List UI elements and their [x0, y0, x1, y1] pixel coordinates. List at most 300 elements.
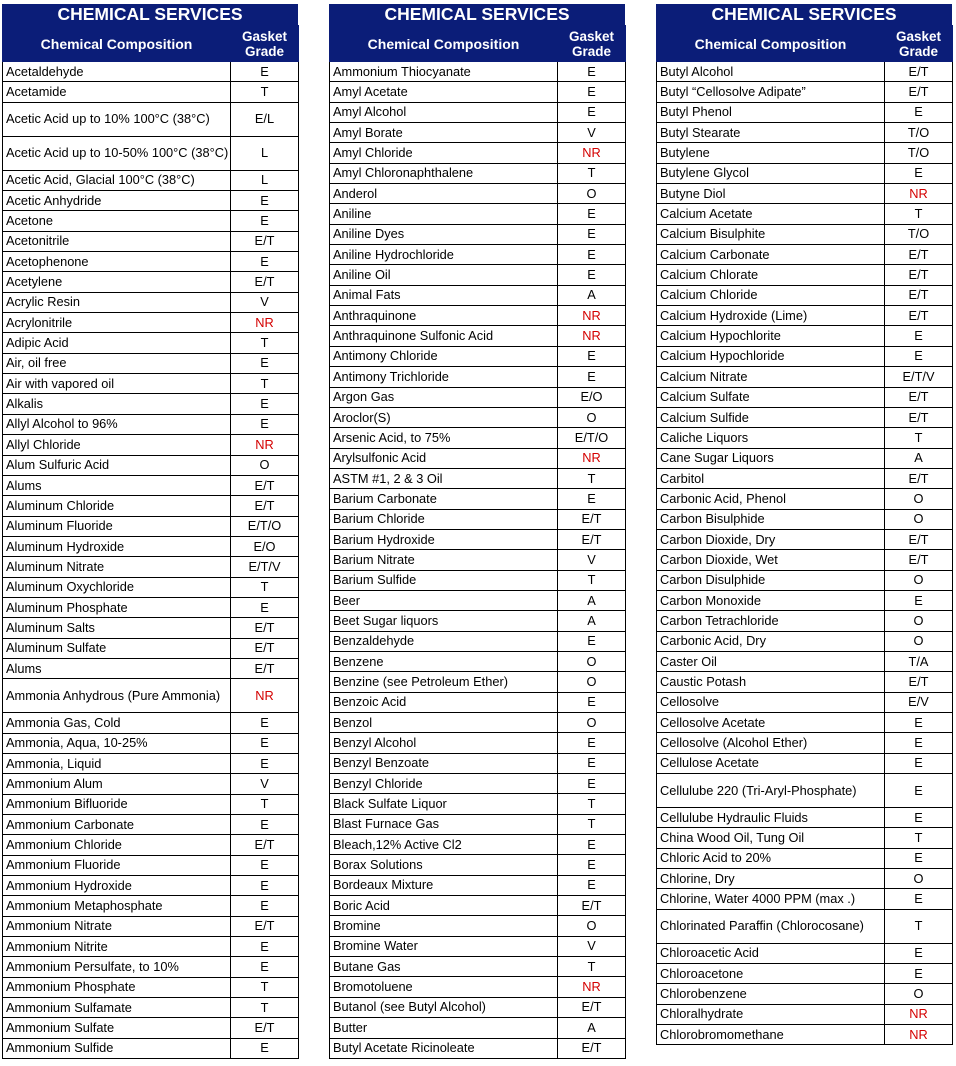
table-row: [3, 191, 299, 211]
chemical-name: Acetic Anhydride: [3, 191, 231, 211]
table-row: [330, 957, 626, 977]
table-row: [330, 1038, 626, 1058]
chemical-name: Cellosolve: [657, 692, 885, 712]
chemical-name: Antimony Trichloride: [330, 367, 558, 387]
gasket-grade: L: [231, 136, 299, 170]
gasket-grade: E/T: [885, 62, 953, 82]
gasket-grade: E: [558, 265, 626, 285]
chemical-name: Barium Hydroxide: [330, 529, 558, 549]
table-row: [3, 835, 299, 855]
chemical-name: Aroclor(S): [330, 407, 558, 427]
chemical-name: Butyl Stearate: [657, 123, 885, 143]
chemical-name: Benzene: [330, 651, 558, 671]
chemical-name: Beet Sugar liquors: [330, 611, 558, 631]
chemical-name: Cellulose Acetate: [657, 753, 885, 773]
chemical-name: Benzol: [330, 713, 558, 733]
table-row: [3, 713, 299, 733]
gasket-grade: V: [231, 292, 299, 312]
chemical-name: Cellosolve (Alcohol Ether): [657, 733, 885, 753]
chemical-name: Animal Fats: [330, 285, 558, 305]
chemical-name: Benzyl Chloride: [330, 774, 558, 794]
section-title: CHEMICAL SERVICES: [656, 4, 952, 25]
gasket-grade: V: [231, 774, 299, 794]
gasket-grade-header-line1: Gasket: [568, 28, 615, 44]
composition-header: Chemical Composition: [657, 26, 885, 62]
chemical-table: [656, 25, 953, 1045]
chemical-name: Ammonium Bifluoride: [3, 794, 231, 814]
chemical-name: Aluminum Hydroxide: [3, 536, 231, 556]
chemical-name: Chlorine, Dry: [657, 869, 885, 889]
table-row: [3, 876, 299, 896]
table-row: [657, 163, 953, 183]
chemical-name: Ammonia, Liquid: [3, 753, 231, 773]
gasket-grade: E/T: [558, 509, 626, 529]
chemical-name: Aluminum Oxychloride: [3, 577, 231, 597]
chemical-name: Calcium Hydroxide (Lime): [657, 306, 885, 326]
table-row: [3, 896, 299, 916]
table-row: [3, 638, 299, 658]
table-row: [330, 245, 626, 265]
table-row: [330, 774, 626, 794]
table-row: [330, 1018, 626, 1038]
gasket-grade-header-line2: Grade: [571, 43, 612, 59]
gasket-grade: O: [558, 651, 626, 671]
table-row: [657, 102, 953, 122]
chemical-name: Amyl Chloronaphthalene: [330, 163, 558, 183]
gasket-grade: T: [558, 957, 626, 977]
table-row: [3, 815, 299, 835]
gasket-grade: O: [885, 984, 953, 1004]
chemical-name: Acrylonitrile: [3, 313, 231, 333]
gasket-grade: E/T: [885, 387, 953, 407]
table-row: [657, 869, 953, 889]
chemical-name: Anderol: [330, 184, 558, 204]
chemical-name: Amyl Acetate: [330, 82, 558, 102]
table-row: [657, 326, 953, 346]
table-row: [3, 916, 299, 936]
gasket-grade: A: [558, 590, 626, 610]
table-row: [3, 1018, 299, 1038]
chemical-name: Carbon Dioxide, Dry: [657, 529, 885, 549]
gasket-grade: E: [231, 753, 299, 773]
gasket-grade: E: [558, 224, 626, 244]
chemical-name: Bleach,12% Active Cl2: [330, 835, 558, 855]
chemical-name: Ammonium Nitrate: [3, 916, 231, 936]
gasket-grade: E/O: [231, 536, 299, 556]
table-row: [330, 896, 626, 916]
gasket-grade: NR: [558, 306, 626, 326]
table-row: [657, 570, 953, 590]
gasket-grade: L: [231, 170, 299, 190]
chemical-name: Ammonium Hydroxide: [3, 876, 231, 896]
chemical-name: Aluminum Salts: [3, 618, 231, 638]
chemical-name: Chloralhydrate: [657, 1004, 885, 1024]
chemical-name: Carbon Dioxide, Wet: [657, 550, 885, 570]
gasket-grade: E: [231, 896, 299, 916]
chemical-name: Calcium Sulfide: [657, 407, 885, 427]
gasket-grade: T: [231, 374, 299, 394]
table-row: [657, 82, 953, 102]
table-row: [330, 163, 626, 183]
gasket-grade: T: [558, 814, 626, 834]
table-row: [3, 957, 299, 977]
gasket-grade: T: [885, 204, 953, 224]
table-row: [3, 937, 299, 957]
chemical-name: Butanol (see Butyl Alcohol): [330, 997, 558, 1017]
table-row: [330, 326, 626, 346]
gasket-grade: NR: [885, 1025, 953, 1045]
gasket-grade: T: [885, 828, 953, 848]
chemical-name: China Wood Oil, Tung Oil: [657, 828, 885, 848]
table-row: [3, 753, 299, 773]
gasket-grade: E: [231, 713, 299, 733]
gasket-grade: NR: [231, 313, 299, 333]
table-row: [330, 346, 626, 366]
gasket-grade: E: [231, 733, 299, 753]
table-row: [3, 252, 299, 272]
gasket-grade: E/T: [231, 835, 299, 855]
gasket-grade: E/T: [885, 550, 953, 570]
table-row: [657, 529, 953, 549]
chemical-name: Bordeaux Mixture: [330, 875, 558, 895]
gasket-grade: E/V: [885, 692, 953, 712]
table-row: [330, 448, 626, 468]
chemical-name: Boric Acid: [330, 896, 558, 916]
gasket-grade-header-line1: Gasket: [241, 28, 288, 44]
chemical-name: Ammonium Persulfate, to 10%: [3, 957, 231, 977]
chemical-name: Ammonium Sulfide: [3, 1038, 231, 1058]
gasket-grade: O: [558, 916, 626, 936]
table-row: [657, 285, 953, 305]
table-row: [657, 590, 953, 610]
gasket-grade: E: [558, 346, 626, 366]
gasket-grade: E: [558, 631, 626, 651]
chemical-name: Aluminum Chloride: [3, 496, 231, 516]
table-row: [3, 272, 299, 292]
chemical-name: Ammonia Gas, Cold: [3, 713, 231, 733]
chemical-name: Benzine (see Petroleum Ether): [330, 672, 558, 692]
gasket-grade: E: [885, 889, 953, 909]
table-row: [3, 516, 299, 536]
gasket-grade: O: [885, 631, 953, 651]
composition-header: Chemical Composition: [3, 26, 231, 62]
chemical-name: Carbon Tetrachloride: [657, 611, 885, 631]
table-row: [3, 82, 299, 102]
table-row: [3, 435, 299, 455]
table-row: [330, 387, 626, 407]
gasket-grade: E/T: [885, 82, 953, 102]
chemical-name: Chloroacetone: [657, 964, 885, 984]
table-row: [330, 550, 626, 570]
table-row: [657, 692, 953, 712]
chemical-name: Bromine Water: [330, 936, 558, 956]
table-row: [657, 909, 953, 943]
gasket-grade: E/T: [231, 496, 299, 516]
gasket-grade: T: [558, 163, 626, 183]
chemical-name: Amyl Alcohol: [330, 102, 558, 122]
table-row: [3, 231, 299, 251]
gasket-grade: E/T/V: [885, 367, 953, 387]
table-row: [330, 794, 626, 814]
chemical-name: Barium Chloride: [330, 509, 558, 529]
gasket-grade: E/T/O: [558, 428, 626, 448]
table-row: [330, 672, 626, 692]
table-row: [3, 353, 299, 373]
gasket-grade: O: [231, 455, 299, 475]
table-row: [657, 984, 953, 1004]
table-row: [3, 774, 299, 794]
table-row: [3, 998, 299, 1018]
table-row: [330, 977, 626, 997]
gasket-grade: T: [231, 998, 299, 1018]
gasket-grade: T: [231, 82, 299, 102]
table-row: [330, 875, 626, 895]
chemical-name: Chlorinated Paraffin (Chlorocosane): [657, 909, 885, 943]
gasket-grade: T: [885, 428, 953, 448]
table-row: [330, 651, 626, 671]
chemical-name: Calcium Carbonate: [657, 245, 885, 265]
chemical-name: Benzoic Acid: [330, 692, 558, 712]
chemical-name: Butylene: [657, 143, 885, 163]
table-row: [657, 184, 953, 204]
chemical-name: Butyl Acetate Ricinoleate: [330, 1038, 558, 1058]
gasket-grade: E: [558, 489, 626, 509]
gasket-grade: E: [558, 102, 626, 122]
chemical-name: Acetic Acid, Glacial 100°C (38°C): [3, 170, 231, 190]
gasket-grade: E: [231, 414, 299, 434]
table-row: [657, 387, 953, 407]
table-row: [657, 943, 953, 963]
table-row: [657, 611, 953, 631]
chemical-name: Cellulube Hydraulic Fluids: [657, 808, 885, 828]
table-row: [3, 679, 299, 713]
gasket-grade: E: [231, 394, 299, 414]
chemical-name: Benzyl Benzoate: [330, 753, 558, 773]
gasket-grade: E: [885, 753, 953, 773]
chemical-name: Caliche Liquors: [657, 428, 885, 448]
chemical-name: Caustic Potash: [657, 672, 885, 692]
chemical-name: Carbon Bisulphide: [657, 509, 885, 529]
chemical-name: Aluminum Sulfate: [3, 638, 231, 658]
gasket-grade: E: [885, 346, 953, 366]
table-row: [330, 82, 626, 102]
gasket-grade: E: [558, 835, 626, 855]
chemical-name: Caster Oil: [657, 651, 885, 671]
gasket-grade: E/T: [231, 475, 299, 495]
table-row: [3, 1038, 299, 1058]
gasket-grade: E: [885, 848, 953, 868]
gasket-grade: T: [558, 468, 626, 488]
gasket-grade: NR: [558, 448, 626, 468]
chemical-name: Amyl Borate: [330, 123, 558, 143]
table-row: [3, 170, 299, 190]
table-row: [3, 102, 299, 136]
gasket-grade-header-line2: Grade: [898, 43, 939, 59]
gasket-grade: E: [558, 753, 626, 773]
gasket-grade: A: [885, 448, 953, 468]
chemical-table: [2, 25, 299, 1059]
chemical-name: Cellulube 220 (Tri-Aryl-Phosphate): [657, 774, 885, 808]
table-row: [330, 367, 626, 387]
chemical-name: Barium Sulfide: [330, 570, 558, 590]
chemical-name: Ammonia, Aqua, 10-25%: [3, 733, 231, 753]
table-row: [657, 828, 953, 848]
gasket-grade: NR: [885, 1004, 953, 1024]
gasket-grade: O: [885, 489, 953, 509]
gasket-grade: E/T: [231, 658, 299, 678]
table-header-row: [330, 26, 626, 62]
table-row: [3, 62, 299, 82]
chemical-name: Cane Sugar Liquors: [657, 448, 885, 468]
table-row: [3, 414, 299, 434]
chemical-name: Chlorobromomethane: [657, 1025, 885, 1045]
table-row: [657, 848, 953, 868]
gasket-grade: E/T: [885, 285, 953, 305]
table-row: [3, 597, 299, 617]
table-row: [3, 618, 299, 638]
chemical-name: Allyl Chloride: [3, 435, 231, 455]
table-row: [330, 713, 626, 733]
gasket-grade: E: [558, 367, 626, 387]
chemical-name: Acetophenone: [3, 252, 231, 272]
table-row: [3, 455, 299, 475]
chemical-name: Bromotoluene: [330, 977, 558, 997]
gasket-grade: T/O: [885, 143, 953, 163]
gasket-grade: E/T/V: [231, 557, 299, 577]
gasket-grade: E/T: [885, 407, 953, 427]
table-row: [657, 143, 953, 163]
chemical-name: Calcium Chlorate: [657, 265, 885, 285]
gasket-grade: E: [885, 964, 953, 984]
chemical-name: Aluminum Phosphate: [3, 597, 231, 617]
chemical-name: Ammonium Thiocyanate: [330, 62, 558, 82]
chemical-name: Calcium Bisulphite: [657, 224, 885, 244]
gasket-grade: E/T: [558, 896, 626, 916]
table-row: [3, 733, 299, 753]
table-row: [330, 143, 626, 163]
chemical-name: Acetic Acid up to 10% 100°C (38°C): [3, 102, 231, 136]
chemical-name: Acetone: [3, 211, 231, 231]
chemical-name: Acetic Acid up to 10-50% 100°C (38°C): [3, 136, 231, 170]
gasket-grade: E: [231, 191, 299, 211]
table-row: [657, 964, 953, 984]
chemical-name: Barium Nitrate: [330, 550, 558, 570]
chemical-name: Calcium Sulfate: [657, 387, 885, 407]
gasket-grade: O: [558, 407, 626, 427]
chemical-name: Ammonium Sulfate: [3, 1018, 231, 1038]
gasket-grade: NR: [558, 977, 626, 997]
gasket-grade: O: [558, 672, 626, 692]
table-row: [657, 1004, 953, 1024]
chemical-name: Blast Furnace Gas: [330, 814, 558, 834]
table-row: [330, 306, 626, 326]
chemical-name: Carbonic Acid, Phenol: [657, 489, 885, 509]
chemical-name: Cellosolve Acetate: [657, 713, 885, 733]
gasket-grade: E: [885, 590, 953, 610]
table-row: [657, 123, 953, 143]
table-row: [330, 204, 626, 224]
table-row: [657, 62, 953, 82]
gasket-grade: E: [558, 733, 626, 753]
gasket-grade: V: [558, 123, 626, 143]
chemical-name: Ammonium Phosphate: [3, 977, 231, 997]
chemical-name: Argon Gas: [330, 387, 558, 407]
table-row: [657, 672, 953, 692]
chemical-name: Antimony Chloride: [330, 346, 558, 366]
chemical-name: Borax Solutions: [330, 855, 558, 875]
gasket-grade: E: [885, 808, 953, 828]
chemical-name: Butter: [330, 1018, 558, 1038]
gasket-grade: O: [885, 570, 953, 590]
gasket-grade: T: [885, 909, 953, 943]
gasket-grade: E: [231, 597, 299, 617]
gasket-grade-header: [885, 26, 953, 62]
gasket-grade-header-line1: Gasket: [895, 28, 942, 44]
chemical-name: Aniline: [330, 204, 558, 224]
gasket-grade: E: [558, 875, 626, 895]
chemical-name: Carbon Disulphide: [657, 570, 885, 590]
table-row: [3, 536, 299, 556]
table-row: [3, 211, 299, 231]
gasket-grade: E/T: [885, 529, 953, 549]
table-row: [330, 489, 626, 509]
gasket-grade: T: [558, 570, 626, 590]
table-row: [3, 374, 299, 394]
gasket-grade: E: [885, 943, 953, 963]
chemical-name: Ammonium Nitrite: [3, 937, 231, 957]
gasket-grade: T: [231, 333, 299, 353]
table-row: [330, 997, 626, 1017]
gasket-grade: O: [885, 869, 953, 889]
chemical-name: Alums: [3, 475, 231, 495]
table-row: [657, 631, 953, 651]
chemical-name: Anthraquinone: [330, 306, 558, 326]
chemical-name: Amyl Chloride: [330, 143, 558, 163]
gasket-grade: E: [558, 204, 626, 224]
table-row: [330, 102, 626, 122]
gasket-grade: E: [231, 957, 299, 977]
table-row: [3, 394, 299, 414]
chemical-name: Acetonitrile: [3, 231, 231, 251]
table-row: [3, 977, 299, 997]
gasket-grade: E: [885, 326, 953, 346]
table-row: [657, 713, 953, 733]
gasket-grade: E/T: [231, 272, 299, 292]
chemical-table-column-2: [329, 4, 625, 1059]
table-row: [330, 224, 626, 244]
table-row: [657, 1025, 953, 1045]
chemical-name: Acrylic Resin: [3, 292, 231, 312]
chemical-name: Chloroacetic Acid: [657, 943, 885, 963]
table-row: [330, 753, 626, 773]
gasket-grade: E/T: [885, 265, 953, 285]
table-row: [657, 733, 953, 753]
table-row: [330, 407, 626, 427]
gasket-grade: E: [231, 876, 299, 896]
gasket-grade: O: [558, 184, 626, 204]
chemical-name: Bromine: [330, 916, 558, 936]
chemical-name: Ammonium Fluoride: [3, 855, 231, 875]
table-row: [3, 855, 299, 875]
gasket-grade-header: [231, 26, 299, 62]
chemical-name: Ammonium Alum: [3, 774, 231, 794]
chemical-name: Ammonium Metaphosphate: [3, 896, 231, 916]
chemical-name: Arsenic Acid, to 75%: [330, 428, 558, 448]
table-row: [330, 468, 626, 488]
chemical-name: Calcium Nitrate: [657, 367, 885, 387]
table-row: [3, 333, 299, 353]
gasket-grade: E: [231, 1038, 299, 1058]
